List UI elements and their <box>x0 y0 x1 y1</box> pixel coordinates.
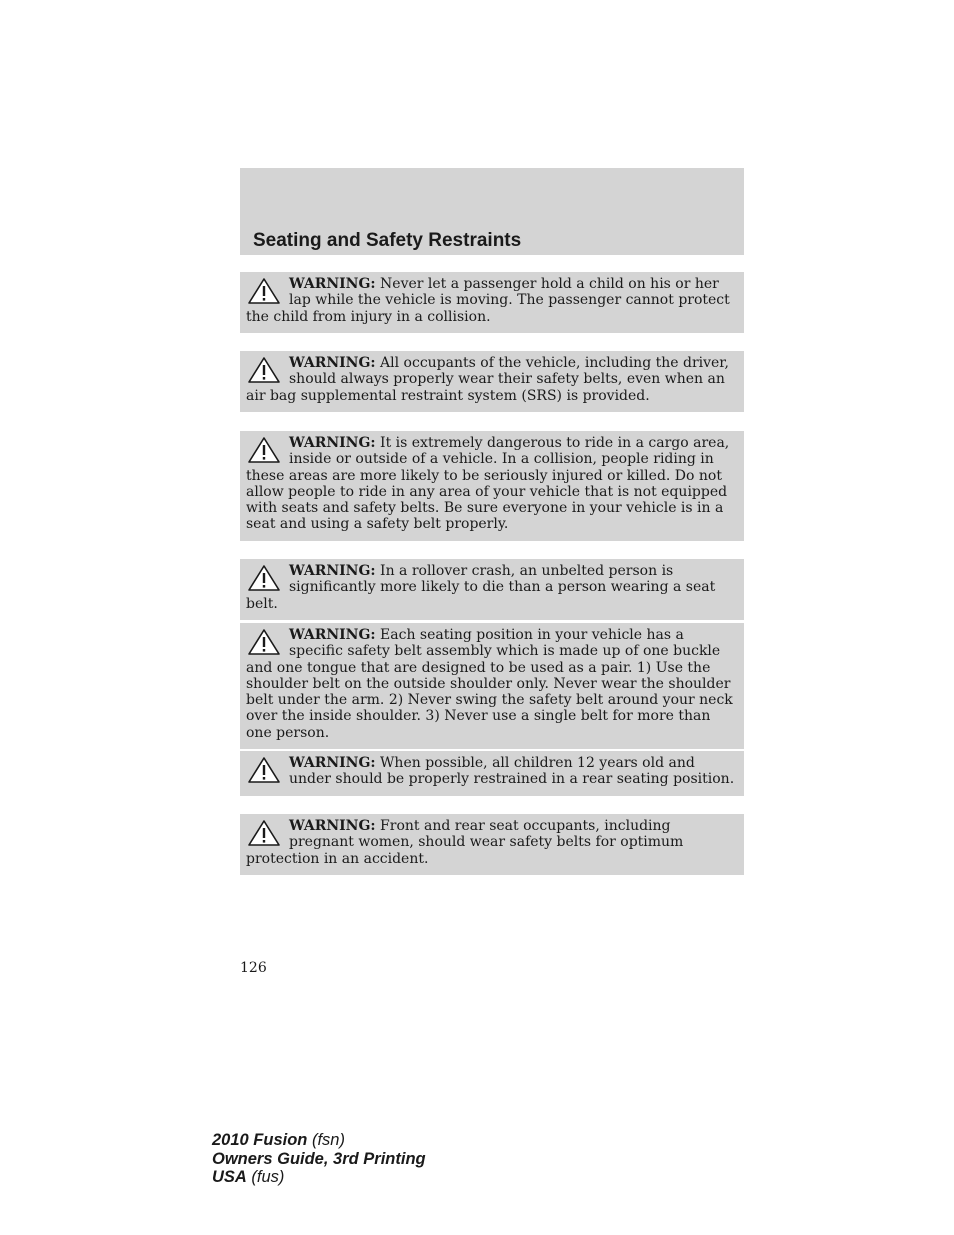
warning-box <box>240 559 744 620</box>
warning-triangle-icon <box>247 564 281 592</box>
warning-box <box>240 814 744 875</box>
section-header <box>240 168 744 255</box>
warning-label: WARNING: <box>289 355 376 371</box>
warning-box <box>240 751 744 796</box>
footer-market: USA <box>212 1168 247 1186</box>
warning-label: WARNING: <box>289 627 376 643</box>
warning-triangle-icon <box>247 356 281 384</box>
warning-triangle-icon <box>247 756 281 784</box>
footer-model: 2010 Fusion <box>212 1131 308 1149</box>
warning-text: In a rollover crash, an unbelted person is significantly more likely to die than a person wearing a seat belt. <box>246 563 716 612</box>
warning-box <box>240 431 744 541</box>
page-number: 126 <box>240 960 267 976</box>
warning-text: Never let a passenger hold a child on his or her lap while the vehicle is moving. The passenger cannot protect the child from injury in a collision. <box>246 276 730 325</box>
warning-text: Front and rear seat occupants, including pregnant women, should wear safety belts for optimum protection in an accident. <box>246 818 684 867</box>
footer-line-market <box>212 1168 426 1187</box>
warning-box <box>240 623 744 749</box>
warning-box <box>240 272 744 333</box>
footer-line-model <box>212 1131 426 1150</box>
warning-triangle-icon <box>247 819 281 847</box>
warning-label: WARNING: <box>289 563 376 579</box>
footer-guide: Owners Guide, 3rd Printing <box>212 1149 426 1168</box>
section-title: Seating and Safety Restraints <box>253 230 522 251</box>
warning-label: WARNING: <box>289 435 376 451</box>
footer-line-guide <box>212 1150 426 1169</box>
warning-text: It is extremely dangerous to ride in a cargo area, inside or outside of a vehicle. In a collision, people riding in these areas are more likely to be seriously injured or killed. Do not allow people to ride in any area of your vehicle that is not equipped with seats and safety belts. Be sure everyone in your vehicle is in a seat and using a safety belt properly. <box>246 435 730 533</box>
warning-text: When possible, all children 12 years old and under should be properly restrained in a rear seating position. <box>289 755 735 788</box>
footer-model-code: (fsn) <box>307 1131 345 1149</box>
warning-label: WARNING: <box>289 755 376 771</box>
warning-box <box>240 351 744 412</box>
warning-text: Each seating position in your vehicle has a specific safety belt assembly which is made up of one buckle and one tongue that are designed to be used as a pair. 1) Use the shoulder belt on the outside shoulder only. Never wear the shoulder belt under the arm. 2) Never swing the safety belt around your neck over the inside shoulder. 3) Never use a single belt for more than one person. <box>246 627 733 741</box>
warning-triangle-icon <box>247 628 281 656</box>
footer-print-info <box>212 1131 426 1187</box>
warning-triangle-icon <box>247 436 281 464</box>
warning-label: WARNING: <box>289 276 376 292</box>
warning-triangle-icon <box>247 277 281 305</box>
warning-text: All occupants of the vehicle, including the driver, should always properly wear their safety belts, even when an air bag supplemental restraint system (SRS) is provided. <box>246 355 729 404</box>
footer-market-code: (fus) <box>246 1168 285 1186</box>
warning-label: WARNING: <box>289 818 376 834</box>
